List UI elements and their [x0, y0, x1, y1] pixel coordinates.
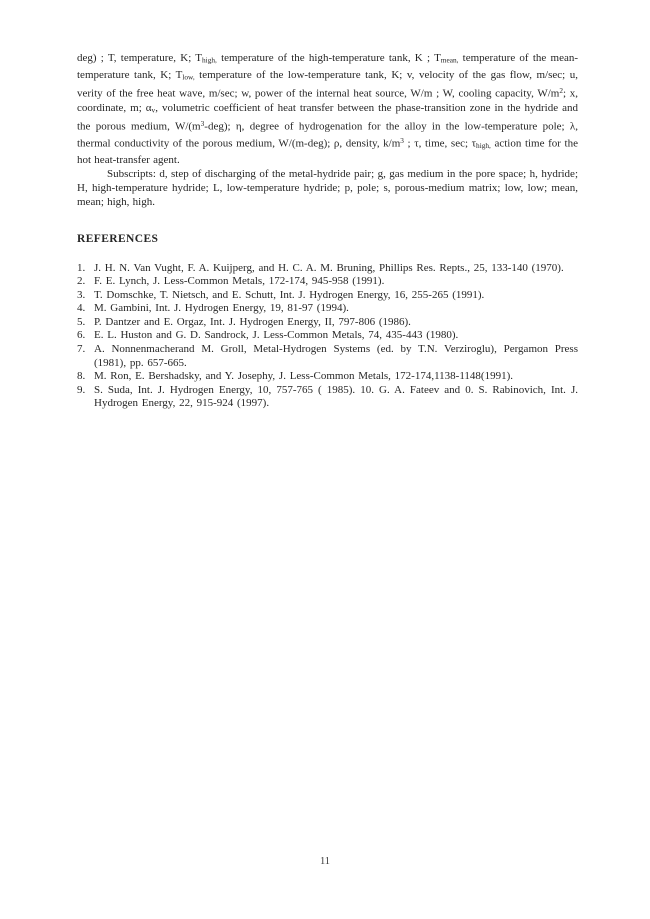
reference-item [77, 302, 578, 316]
nomenclature-paragraph [77, 51, 582, 167]
reference-text: M. Ron, E. Bershadsky, and Y. Josephy, J. Less-Common Metals, 172-174,1138-1148(1991). [94, 370, 514, 383]
page-number: 11 [319, 856, 331, 867]
reference-text: T. Domschke, T. Nietsch, and E. Schutt, Int. J. Hydrogen Energy, 16, 255-265 (1991). [94, 288, 485, 301]
nomenclature-segment: deg) ; T, temperature, K; T [77, 52, 203, 64]
nomenclature-subscript: mean, [440, 55, 459, 65]
nomenclature-segment: ; τ, time, sec; τ [403, 137, 477, 149]
reference-number: 3. [77, 288, 86, 301]
nomenclature-segment: action time for the hot heat-transfer agent. [77, 137, 582, 166]
nomenclature-segment: temperature of the high-temperature tank, K ; T [216, 52, 441, 64]
subscripts-paragraph: Subscripts: d, step of discharging of the metal-hydride pair; g, gas medium in the pore space; h, hydride; H, high-temperature hydride; L, low-temperature hydride; p, pole; s, porous-medium matrix; low, low; mean, mean; high, high. [77, 167, 578, 208]
nomenclature-superscript: 3 [200, 119, 205, 128]
page-content [77, 51, 582, 411]
reference-text: F. E. Lynch, J. Less-Common Metals, 172-174, 945-958 (1991). [94, 275, 385, 288]
reference-item [77, 329, 578, 343]
references-list [77, 262, 578, 412]
nomenclature-subscript: high, [202, 55, 217, 65]
nomenclature-superscript: 2 [559, 86, 563, 95]
nomenclature-segment: -deg); η, degree of hydrogenation for the alloy in the low-temperature pole; λ, thermal conductivity of the porous medium, W/(m-deg); ρ, density, k/m [77, 120, 582, 149]
reference-number: 5. [77, 315, 86, 328]
reference-number: 7. [77, 343, 86, 356]
reference-item [77, 316, 578, 330]
nomenclature-segment: ; x, coordinate, m; α [77, 87, 582, 114]
reference-number: 1. [77, 261, 86, 274]
nomenclature-subscript: v [151, 105, 156, 114]
nomenclature-subscript: low, [182, 72, 195, 81]
reference-item [77, 384, 578, 411]
reference-number: 6. [77, 329, 86, 342]
nomenclature-superscript: 3 [400, 135, 404, 145]
reference-item [77, 262, 578, 276]
reference-number: 8. [77, 370, 86, 383]
nomenclature-segment: temperature of the mean-temperature tank, K; T [77, 52, 578, 81]
reference-text: P. Dantzer and E. Orgaz, Int. J. Hydrogen Energy, II, 797-806 (1986). [94, 315, 411, 328]
reference-number: 9. [77, 383, 86, 396]
reference-item [77, 370, 578, 384]
reference-text: J. H. N. Van Vught, F. A. Kuijperg, and H. C. A. M. Bruning, Phillips Res. Repts., 25, 133-140 (1970). [94, 261, 564, 274]
reference-item [77, 343, 578, 370]
reference-text: M. Gambini, Int. J. Hydrogen Energy, 19, 81-97 (1994). [94, 302, 349, 315]
reference-number: 2. [77, 275, 86, 288]
nomenclature-segment: temperature of the low-temperature tank, K; v, velocity of the gas flow, m/sec; u, verity of the free heat wave, m/sec; w, power of the internal heat source, W/m ; W, cooling capacity, W/m [77, 68, 582, 100]
nomenclature-segment: , volumetric coefficient of heat transfer between the phase-transition zone in the hydride and the porous medium, W/(m [77, 101, 582, 133]
reference-item [77, 289, 578, 303]
reference-text: S. Suda, Int. J. Hydrogen Energy, 10, 757-765 ( 1985). 10. G. A. Fateev and 0. S. Rabinovich, Int. J. Hydrogen Energy, 22, 915-924 (1997). [94, 383, 578, 410]
reference-item [77, 275, 578, 289]
reference-text: E. L. Huston and G. D. Sandrock, J. Less-Common Metals, 74, 435-443 (1980). [94, 329, 459, 342]
references-heading: REFERENCES [77, 232, 159, 245]
reference-text: A. Nonnenmacherand M. Groll, Metal-Hydrogen Systems (ed. by T.N. Verziroglu), Pergamon Press (1981), pp. 657-665. [94, 343, 578, 369]
nomenclature-subscript: high, [476, 140, 491, 150]
reference-number: 4. [77, 302, 86, 315]
